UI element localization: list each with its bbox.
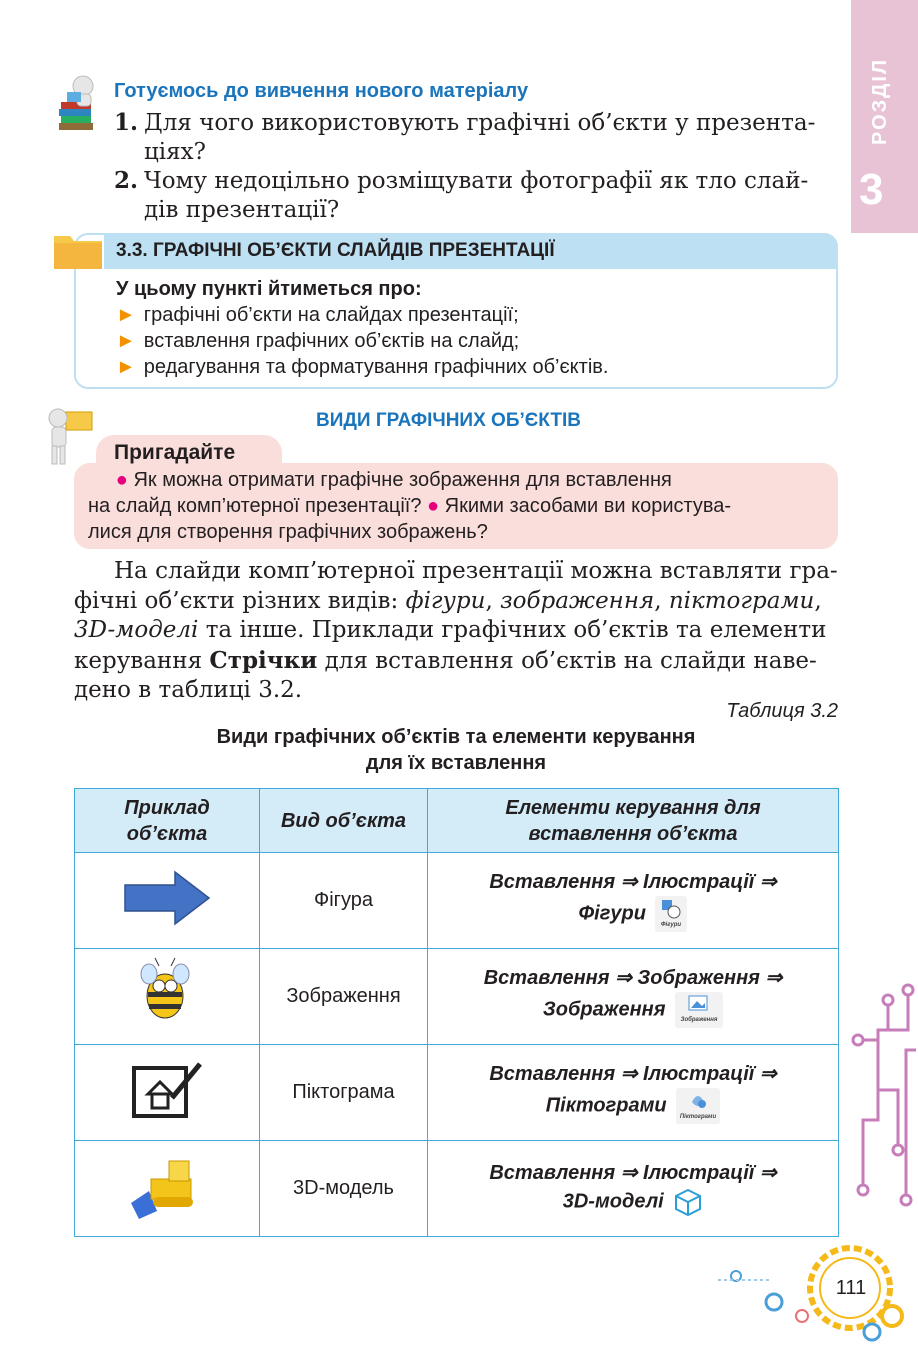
header-type: Вид об’єкта: [260, 789, 428, 853]
chapter-number: 3: [859, 165, 884, 214]
section-list-item: ► редагування та форматування графічних об’єктів.: [116, 356, 609, 378]
circuit-decoration: [848, 980, 918, 1240]
house-plan-icon: [130, 1060, 204, 1120]
table-title: Види графічних об’єктів та елементи керування для їх вставлення: [216, 726, 696, 774]
pictures-button[interactable]: [675, 992, 723, 1028]
icons-icon: [676, 1088, 720, 1124]
question-1: [114, 108, 838, 167]
types-heading: ВИДИ ГРАФІЧНИХ ОБ’ЄКТІВ: [316, 410, 581, 431]
question-2: [114, 166, 838, 225]
folder-icon: [54, 232, 104, 270]
question-text: Для чого використовують графічні об’єкти у презента-: [144, 110, 816, 136]
question-text-cont: ціях?: [144, 139, 206, 165]
shapes-button[interactable]: [655, 896, 687, 932]
svg-text:Фігури: Фігури: [661, 922, 682, 928]
cube-icon: [673, 1187, 703, 1217]
question-number: 1.: [114, 109, 139, 136]
type-cell: Піктограма: [260, 1045, 428, 1141]
bullet-arrow-icon: ►: [116, 330, 136, 352]
bullet-dot-icon: ●: [427, 495, 440, 517]
section-list-item: ► вставлення графічних об’єктів на слайд;: [116, 330, 520, 352]
header-controls: Елементи керування для вставлення об’єкта: [428, 789, 839, 853]
shapes-icon: [655, 896, 687, 932]
table-row: [75, 1045, 839, 1141]
gears-decoration: [712, 1240, 918, 1360]
question-number: 2.: [114, 167, 139, 194]
example-cell: [75, 949, 260, 1045]
table-header-row: [75, 789, 839, 853]
recall-text: ● Як можна отримати графічне зображення для вставлення на слайд комп’ютерної презентації? ● Якими засобами ви користува- лися для створення графічних зображень?: [88, 469, 732, 543]
question-text-cont: дів презентації?: [144, 197, 340, 223]
section-intro: У цьому пункті йтиметься про:: [116, 278, 422, 300]
picture-icon: [675, 992, 723, 1028]
chapter-label: РОЗДІЛ: [869, 58, 891, 145]
chapter-tab: [851, 0, 918, 233]
controls-cell: Вставлення ⇒ Ілюстрації ⇒ 3D-моделі: [428, 1141, 839, 1237]
table-row: [75, 1141, 839, 1237]
table-caption: Таблиця 3.2: [726, 700, 838, 722]
table-row: [75, 853, 839, 949]
controls-cell: Вставлення ⇒ Ілюстрації ⇒ Фігури Фігури: [428, 853, 839, 949]
prep-title: Готуємось до вивчення нового матеріалу: [114, 80, 529, 102]
bullet-dot-icon: ●: [115, 469, 128, 491]
page-number: 111: [835, 1277, 867, 1299]
icons-button[interactable]: [676, 1088, 720, 1124]
type-cell: 3D-модель: [260, 1141, 428, 1237]
example-cell: [75, 853, 260, 949]
svg-text:Піктограми: Піктограми: [680, 1114, 717, 1120]
example-cell: [75, 1141, 260, 1237]
recall-label: Пригадайте: [114, 441, 236, 464]
section-title: 3.3. ГРАФІЧНІ ОБ’ЄКТИ СЛАЙДІВ ПРЕЗЕНТАЦІЇ: [116, 240, 555, 261]
objects-table: [74, 788, 839, 1237]
reading-figure-icon: [55, 72, 107, 132]
bullet-arrow-icon: ►: [116, 304, 136, 326]
bullet-arrow-icon: ►: [116, 356, 136, 378]
controls-cell: Вставлення ⇒ Ілюстрації ⇒ Піктограми Піктограми: [428, 1045, 839, 1141]
3d-models-button[interactable]: [673, 1187, 703, 1217]
header-example: Приклад об’єкта: [75, 789, 260, 853]
thinking-figure-icon: [42, 406, 96, 468]
bulldozer-3d-icon: [127, 1151, 207, 1221]
question-text: Чому недоцільно розміщувати фотографії як тло слай-: [144, 168, 809, 194]
section-list-item: ► графічні об’єкти на слайдах презентації;: [116, 304, 519, 326]
table-row: [75, 949, 839, 1045]
type-cell: Фігура: [260, 853, 428, 949]
type-cell: Зображення: [260, 949, 428, 1045]
svg-text:Зображення: Зображення: [680, 1017, 718, 1023]
example-cell: [75, 1045, 260, 1141]
bee-image-icon: [135, 956, 199, 1032]
arrow-shape-icon: [123, 870, 211, 926]
body-paragraph: На слайди комп’ютерної презентації можна вставляти гра- фічні об’єкти різних видів: фігури, зображення, піктограми, 3D-моделі та інше. Приклади графічних об’єктів та елементи керування Стрічки для вставлення об’єктів на слайди наве- дено в таблиці 3.2.: [74, 558, 838, 703]
controls-cell: Вставлення ⇒ Зображення ⇒ Зображення Зображення: [428, 949, 839, 1045]
